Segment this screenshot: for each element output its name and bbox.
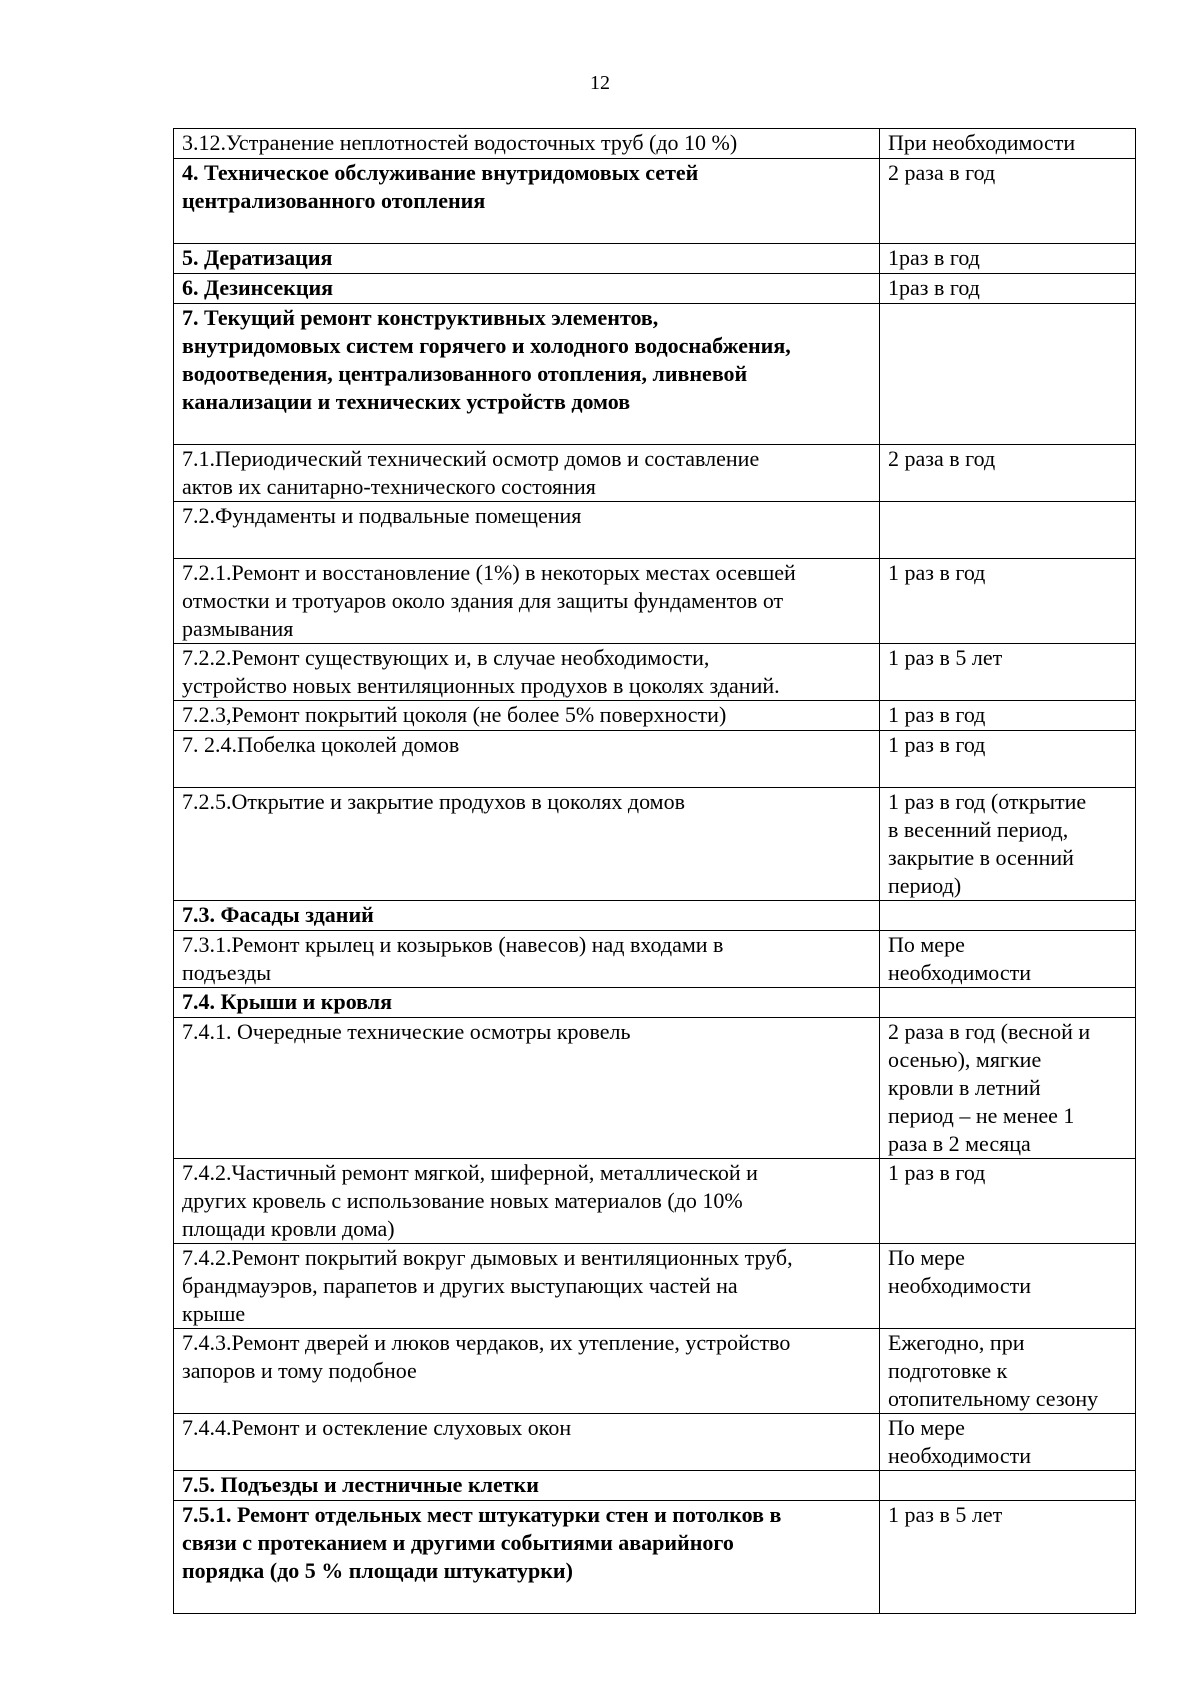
work-description-cell: 7.4.2.Частичный ремонт мягкой, шиферной, металлической и других кровель с использование новых материалов (до 10% площади кровли дома) (174, 1159, 880, 1244)
frequency-cell: 2 раза в год (весной и осенью), мягкие кровли в летний период – не менее 1 раза в 2 месяца (880, 1018, 1136, 1159)
frequency-cell: 1 раз в 5 лет (880, 644, 1136, 701)
frequency-cell: По мере необходимости (880, 931, 1136, 988)
work-description-cell: 7.4. Крыши и кровля (174, 988, 880, 1018)
work-description-cell: 5. Дератизация (174, 244, 880, 274)
table-row (174, 129, 1136, 159)
table-row (174, 1159, 1136, 1244)
table-row (174, 159, 1136, 244)
frequency-cell: 1раз в год (880, 274, 1136, 304)
frequency-cell: По мере необходимости (880, 1414, 1136, 1471)
table-row (174, 1244, 1136, 1329)
frequency-cell: При необходимости (880, 129, 1136, 159)
work-description-cell: 7.5. Подъезды и лестничные клетки (174, 1471, 880, 1501)
table-row (174, 901, 1136, 931)
frequency-cell: 1 раз в год (880, 701, 1136, 731)
work-description-cell: 7.4.3.Ремонт дверей и люков чердаков, их утепление, устройство запоров и тому подобное (174, 1329, 880, 1414)
frequency-cell: 1 раз в год (открытие в весенний период, закрытие в осенний период) (880, 788, 1136, 901)
work-description-cell: 6. Дезинсекция (174, 274, 880, 304)
table-row (174, 502, 1136, 559)
work-description-cell: 7.4.4.Ремонт и остекление слуховых окон (174, 1414, 880, 1471)
frequency-cell: 2 раза в год (880, 445, 1136, 502)
work-description-cell: 4. Техническое обслуживание внутридомовых сетей централизованного отопления (174, 159, 880, 244)
frequency-cell: 1 раз в год (880, 1159, 1136, 1244)
work-description-cell: 7.3.1.Ремонт крылец и козырьков (навесов) над входами в подъезды (174, 931, 880, 988)
table-row (174, 304, 1136, 445)
table-row (174, 988, 1136, 1018)
table-row (174, 931, 1136, 988)
frequency-cell: 2 раза в год (880, 159, 1136, 244)
frequency-cell (880, 901, 1136, 931)
frequency-cell (880, 304, 1136, 445)
frequency-cell (880, 502, 1136, 559)
work-description-cell: 7.3. Фасады зданий (174, 901, 880, 931)
work-description-cell: 3.12.Устранение неплотностей водосточных труб (до 10 %) (174, 129, 880, 159)
work-description-cell: 7.2.3,Ремонт покрытий цоколя (не более 5% поверхности) (174, 701, 880, 731)
table-row (174, 1018, 1136, 1159)
maintenance-schedule-table (173, 128, 1136, 1614)
table-row (174, 701, 1136, 731)
work-description-cell: 7. Текущий ремонт конструктивных элементов, внутридомовых систем горячего и холодного водоснабжения, водоотведения, централизованного отопления, ливневой канализации и технических устройств домов (174, 304, 880, 445)
work-description-cell: 7. 2.4.Побелка цоколей домов (174, 731, 880, 788)
table-row (174, 731, 1136, 788)
table-row (174, 1471, 1136, 1501)
work-description-cell: 7.2.Фундаменты и подвальные помещения (174, 502, 880, 559)
frequency-cell (880, 1471, 1136, 1501)
work-description-cell: 7.1.Периодический технический осмотр домов и составление актов их санитарно-технического состояния (174, 445, 880, 502)
table-row (174, 788, 1136, 901)
frequency-cell: 1раз в год (880, 244, 1136, 274)
work-description-cell: 7.4.1. Очередные технические осмотры кровель (174, 1018, 880, 1159)
table-row (174, 1414, 1136, 1471)
frequency-cell: 1 раз в год (880, 731, 1136, 788)
frequency-cell: Ежегодно, при подготовке к отопительному сезону (880, 1329, 1136, 1414)
table-row (174, 274, 1136, 304)
table-row (174, 1329, 1136, 1414)
work-description-cell: 7.2.2.Ремонт существующих и, в случае необходимости, устройство новых вентиляционных продухов в цоколях зданий. (174, 644, 880, 701)
frequency-cell: 1 раз в год (880, 559, 1136, 644)
table-row (174, 1501, 1136, 1614)
work-description-cell: 7.4.2.Ремонт покрытий вокруг дымовых и вентиляционных труб, брандмауэров, парапетов и других выступающих частей на крыше (174, 1244, 880, 1329)
frequency-cell (880, 988, 1136, 1018)
table-row (174, 644, 1136, 701)
table-row (174, 244, 1136, 274)
frequency-cell: По мере необходимости (880, 1244, 1136, 1329)
work-description-cell: 7.5.1. Ремонт отдельных мест штукатурки стен и потолков в связи с протеканием и другими событиями аварийного порядка (до 5 % площади штукатурки) (174, 1501, 880, 1614)
frequency-cell: 1 раз в 5 лет (880, 1501, 1136, 1614)
table-body (174, 129, 1136, 1614)
table-row (174, 445, 1136, 502)
page-number: 12 (590, 72, 610, 94)
work-description-cell: 7.2.1.Ремонт и восстановление (1%) в некоторых местах осевшей отмостки и тротуаров около здания для защиты фундаментов от размывания (174, 559, 880, 644)
work-description-cell: 7.2.5.Открытие и закрытие продухов в цоколях домов (174, 788, 880, 901)
table-row (174, 559, 1136, 644)
